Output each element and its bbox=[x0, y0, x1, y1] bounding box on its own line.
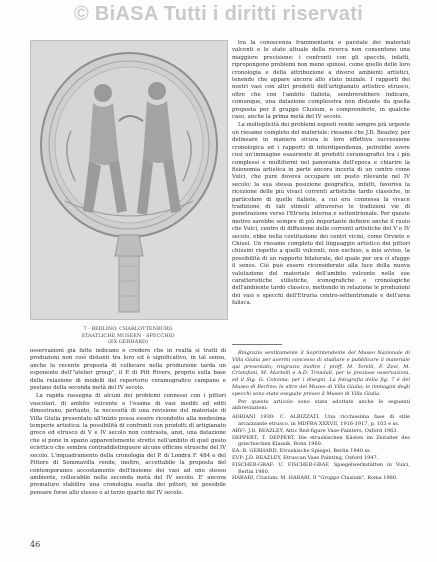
list-item: HARARI, Clusium: M. HARARI, Il "Gruppo Clusium", Roma 1980. bbox=[232, 475, 398, 482]
abbreviations-intro: Per questo articolo sono state adottate anche le seguenti abbreviazioni: bbox=[232, 398, 410, 412]
caption-line-1: 7 - BERLINO, CHARLOTTENBURG bbox=[83, 326, 173, 332]
list-item: DEPPERT: T. DEPPERT, Die etruskischen Kästen im Zeitalter des griechischen Klassik, Bonn 1960. bbox=[232, 434, 410, 448]
footnotes bbox=[232, 350, 410, 540]
acknowledgement-note: Ringrazio sentitamente il Soprintendente del Museo Nazionale di Villa Giulia per avermi concesso di studiare e pubblicare il materiale qui presentato; ringrazio inoltre i proff. M. Torelli, F. Zevi, M. Cristofani, M. Martelli e A.D. Trendall, per le preziose osservazioni, ed il Sig. G. Colonna, per i disegni. La fotografia della fig. 7 è del Museo di Berlino; le altre del Museo di Villa Giulia; le immagini degli specchi sono state eseguite presso il Museo di Villa Giulia. bbox=[232, 350, 410, 397]
mirror-figure-image bbox=[30, 40, 228, 320]
mirror-illustration bbox=[31, 41, 227, 319]
list-item: EA: B. GERHARD, Etruskische Spiegel, Berlin 1840 ss. bbox=[232, 448, 372, 455]
page-number: 46 bbox=[30, 540, 41, 549]
paragraph: La rapida rassegna di alcuni dei problemi connessi con i pittori vascolari, di ambito vulcente e l'esame di vasi inediti ed editi dimostrano, pertanto, la necessità di una revisione del materiale di Villa Giulia presentato all'inizio possa essere ricondotto alla medesima temperie artistica: la possibilità di confronti con prodotti di artigianato greco ed etrusco di V e IV secolo non contrasta, anzi, una datazione che si pone in spazio apparentemente stretto nell'ambito di quel gusto eclettico che sembra contraddistinguere alcune officine etrusche del IV secolo. L'inquadramento della cronologia del P. di Londra F. 484 e del Pittore di Sommavilla rende, inoltre, accettabile la proposta del contemporaneo accostamento dell'insieme dei vasi ad uno stesso ambiente, collocabile nella seconda metà del IV secolo. E' ancora prematuro stabilire una cronologia esatta dei pittori, né possibile pensare forse allo stesso o al terzo quarto del IV secolo. bbox=[30, 393, 226, 496]
paragraph: tra la conoscenza frammentaria e parziale dei materiali valcenti e lo stato attuale della ricerca non consentono una maggiore precisione: i confronti con gli specchi, infatti, ripropongono problemi non meno spinosi, come quello delle loro cronologia e della attribuzione a diversi ambienti artistici, tenendo che appare ancora allo stato iniziale. I rapporti dei nostri vasi con altri prodotti dell'artigianato artistico etrusco, oltre che con l'ambito italiota, sembrerebbero indicare, comunque, una datazione complessiva non distante da quella proposta per il gruppo Clusium, e comprenderlo, in qualche caso, anche la prima metà del IV secolo. bbox=[232, 40, 410, 121]
footnote-divider bbox=[232, 344, 282, 345]
caption-line-3: (EX GERHARD) bbox=[108, 339, 148, 345]
watermark: © BiASA Tutti i diritti riservati bbox=[73, 3, 364, 25]
caption-line-2: STAATLICHE MUSEEN - SPECCHIO bbox=[81, 332, 175, 339]
right-column-text bbox=[232, 40, 410, 340]
abbreviation-list bbox=[232, 414, 410, 482]
list-item: ADRIANI 1930: C. ALBIZZATI, Una ricchissima fase di stile arcaizzante etrusco, in MDFRA XXXVII, 1916-1917, p. 103 e ss. bbox=[232, 414, 410, 427]
list-item: EVP: J.D. BEAZLEY, Etruscan Vase Painting, Oxford 1947. bbox=[232, 454, 379, 461]
left-column-text bbox=[30, 348, 226, 548]
figure-caption bbox=[30, 326, 226, 346]
list-item: FISCHER-GRAF: U. FISCHER-GRAF, Spiegelwerkstätten in Vulci, Berlin 1980. bbox=[232, 461, 410, 475]
paragraph: La molteplicità dei problemi esposti rende sempre più urgente un riesame completo del materiale: riesame che J.D. Beazley, per delineare in maniera sicura le loro effettiva successione cronologica ed i rapporti di interdipendenza, potrebbe avere così un'immagine esauriente di prodotti ceramografici tra i più complessi e multiformi nel panorama dell'epoca e chiarire la fisionomia artistica in parte ancora incerta di un centro come Vulci, che pure doveva occupare un posto rilevante nel IV secolo; la sua stessa posizione geografica, infatti, favoriva la ricezione delle più vivaci correnti artistiche tardo classiche, in particolare di quelle italiote, a cui era connessa la vivace tradizione di tali stimoli attraverso le tradizioni vie di penetrazione verso l'Etruria interna e settentrionale. Per queste motivo sarebbe sempre di più importante definire anche il ruolo che Vulci, centro di diffusione delle correnti artistiche del V e IV secolo, ebbe nella costituzione dei centri vicini, come Orvieto e Chiusi. Un riesame completo del linguaggio artistico dei pittori chiusini rispetto a quelli vulcenti, non escluso, a mio avviso, la possibilità di un rapporto bilaterale, del quale per ora ci sfugge il senso. Ciò può essere riconsiderato alla luce della nuova valutazione del materiale dell'ambito vulcente nelle sue caratteristiche stilistiche, iconografiche e cronologiche dell'ambiente tardo classico, mettendo in relazione le produzioni dei vasi e specchi dell'Etruria centro-settentrionale e dell'area falisca. bbox=[232, 122, 410, 307]
paragraph: osservazioni già fatte indicano o credere che in realtà si tratti di produzioni non così distanti tra loro ed è significativo, in tal senso, anche la recente proposta di collocare nella produzione tarda un esponente dell'"atelier group", il P. di Pitt Rivers, proprio sulla base della relazione di modelli del repertorio ceramografico campano e pestano della seconda metà del IV secolo. bbox=[30, 348, 226, 392]
list-item: ARV²: J.D. BEAZLEY, Attic Red-figure Vase-Painters, Oxford 1963. bbox=[232, 427, 399, 434]
